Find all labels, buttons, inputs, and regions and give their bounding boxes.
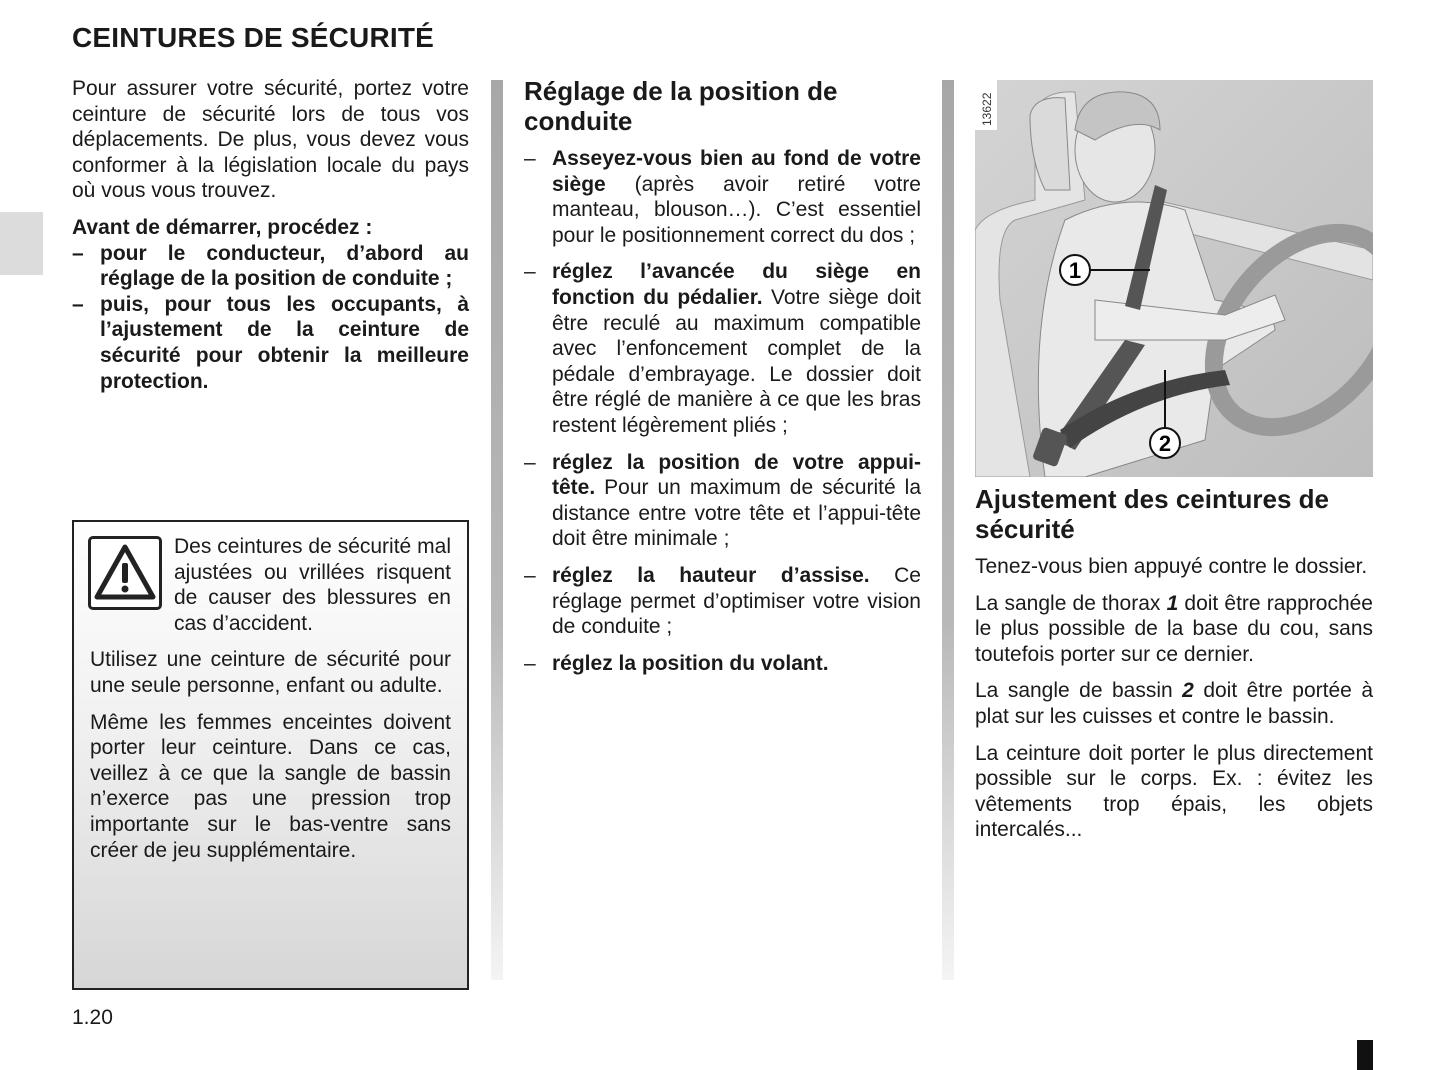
section-heading: Ajustement des ceintures de sécurité bbox=[975, 484, 1329, 544]
page-title: CEINTURES DE SÉCURITÉ bbox=[72, 22, 435, 53]
paragraph: La ceinture doit porter le plus directement possible sur le corps. Ex. : évitez les vêtements trop épais, les objets intercalés... bbox=[975, 741, 1373, 842]
list-item: – réglez la position de votre appui-tête. Pour un maximum de sécurité la distance entre votre tête et l’appui-tête doit être minimale ; bbox=[524, 450, 921, 551]
paragraph bbox=[975, 678, 1373, 729]
seatbelt-illustration bbox=[975, 80, 1373, 477]
list-item-bold: réglez la position du volant. bbox=[552, 651, 829, 675]
text: La sangle de thorax bbox=[975, 591, 1167, 615]
ref-number: 1 bbox=[1166, 591, 1179, 615]
list-item bbox=[72, 292, 469, 394]
list-item-bold: réglez l’avancée du siège en fonction du pédalier. bbox=[552, 260, 921, 309]
right-column bbox=[975, 484, 1373, 854]
ref-number: 2 bbox=[1182, 679, 1194, 703]
warning-paragraph: Des ceintures de sécurité mal ajustées ou vrillées risquent de causer des blessures en cas d’accident. bbox=[174, 535, 451, 635]
text: doit être rapprochée le plus possible de la base du cou, sans toutefois porter sur ce dernier. bbox=[975, 591, 1373, 666]
text: La sangle de bassin bbox=[975, 679, 1183, 703]
list-item: – réglez l’avancée du siège en fonction du pédalier. Votre siège doit être reculé au maximum compatible avec l’enfoncement complet de la pédale d’embrayage. Le dossier doit être réglé de manière à ce que les bras restent légèrement pliés ; bbox=[524, 260, 921, 437]
column-divider bbox=[942, 80, 954, 980]
text: doit être portée à plat sur les cuisses et contre le bassin. bbox=[975, 679, 1373, 728]
section-heading: Réglage de la position de conduite bbox=[524, 76, 838, 136]
section-end-marker bbox=[1357, 1040, 1373, 1070]
list-item: – Asseyez-vous bien au fond de votre siège (après avoir retiré votre manteau, blouson…). C’est essentiel pour le positionnement correct du dos ; bbox=[524, 147, 921, 247]
warning-box bbox=[72, 520, 469, 990]
page-number: 1.20 bbox=[72, 1006, 113, 1029]
paragraph bbox=[975, 591, 1373, 668]
list-item-text: Votre siège doit être reculé au maximum compatible avec l’enfoncement complet de la pédale d’embrayage. Le dossier doit être réglé de manière à ce que les bras restent légèrement pliés ; bbox=[552, 285, 921, 437]
callout-2: 2 bbox=[1158, 431, 1172, 456]
list-item-bold: Asseyez-vous bien au fond de votre siège bbox=[552, 147, 921, 196]
middle-column bbox=[524, 76, 921, 687]
dash: – bbox=[72, 241, 84, 265]
list-item-text: Pour un maximum de sécurité la distance entre votre tête et l’appui-tête doit être minimale ; bbox=[552, 476, 921, 551]
paragraph: Tenez-vous bien appuyé contre le dossier. bbox=[975, 555, 1368, 578]
list-item-text: pour le conducteur, d’abord au réglage de la position de conduite ; bbox=[100, 241, 469, 291]
list-item-bold: réglez la position de votre appui-tête. bbox=[552, 450, 921, 500]
list-item-text: puis, pour tous les occupants, à l’ajustement de la ceinture de sécurité pour obtenir la meilleure protection. bbox=[100, 292, 469, 393]
left-column bbox=[72, 76, 469, 405]
intro-paragraph: Pour assurer votre sécurité, portez votre ceinture de sécurité lors de tous vos déplacements. De plus, vous devez vous conformer à la législation locale du pays où vous vous trouvez. bbox=[72, 77, 469, 203]
list-item-text: Ce réglage permet d’optimiser votre vision de conduite ; bbox=[552, 563, 921, 639]
chapter-tab bbox=[0, 212, 43, 275]
list-item bbox=[72, 241, 469, 292]
list-item: – réglez la hauteur d’assise. Ce réglage permet d’optimiser votre vision de conduite ; bbox=[524, 563, 921, 639]
column-divider bbox=[491, 80, 503, 980]
list-item: – réglez la position du volant. bbox=[524, 651, 829, 675]
warning-paragraph: Même les femmes enceintes doivent porter leur ceinture. Dans ce cas, veillez à ce que la sangle de bassin n’exerce pas une pression trop importante sur le bas-ventre sans créer de jeu supplémentaire. bbox=[90, 710, 451, 862]
warning-paragraph: Utilisez une ceinture de sécurité pour une seule personne, enfant ou adulte. bbox=[90, 648, 451, 697]
figure-ref: 13622 bbox=[980, 92, 994, 126]
callout-1: 1 bbox=[1068, 258, 1082, 283]
list-item-bold: réglez la hauteur d’assise. bbox=[552, 563, 870, 587]
before-heading: Avant de démarrer, procédez : bbox=[72, 215, 373, 239]
list-item-text: (après avoir retiré votre manteau, blouson…). C’est essentiel pour le positionnement correct du dos ; bbox=[552, 172, 921, 247]
dash: – bbox=[72, 292, 84, 316]
